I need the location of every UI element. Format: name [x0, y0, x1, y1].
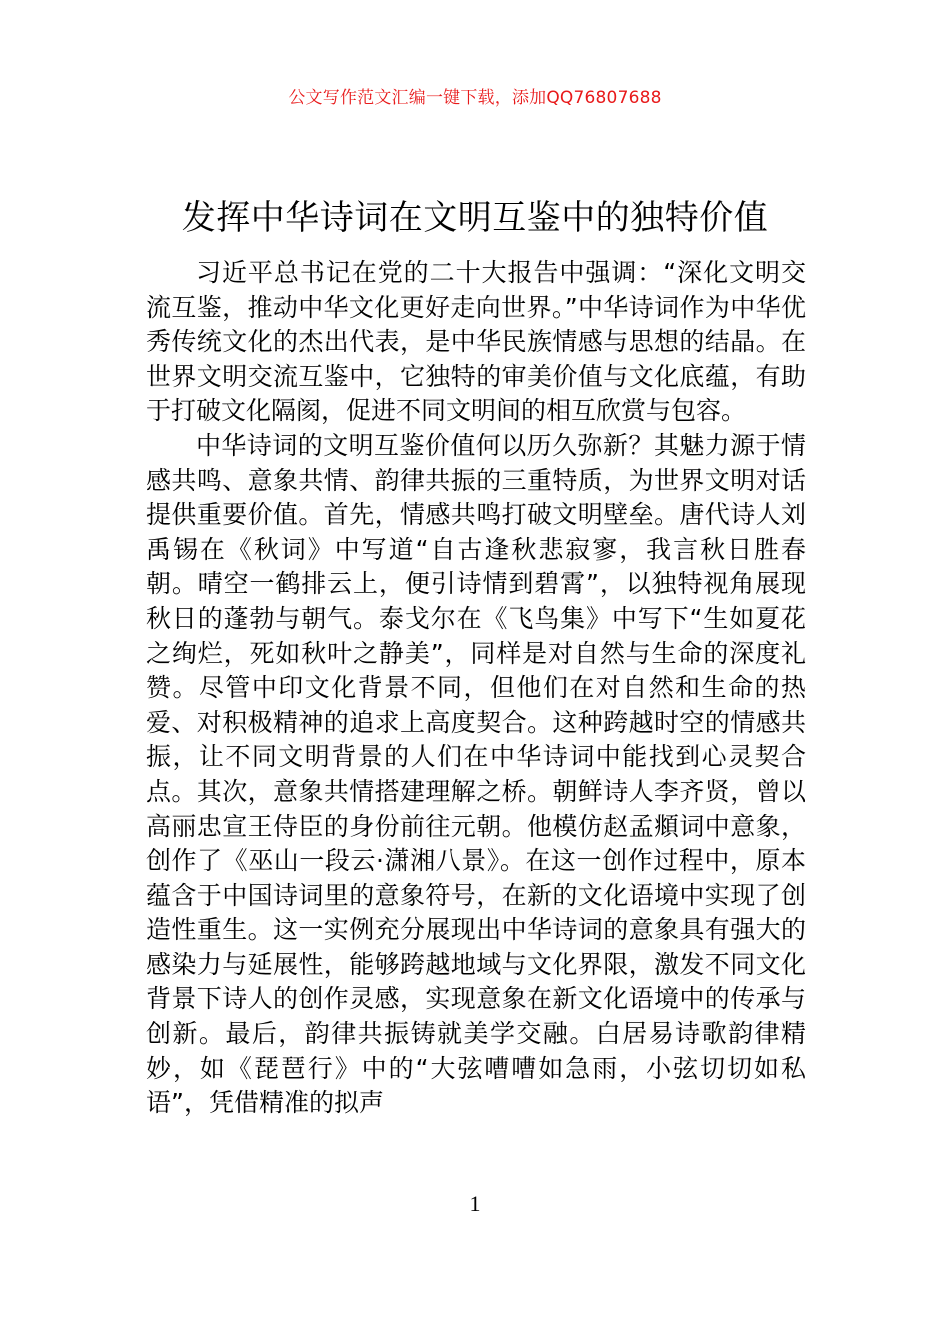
document-title: 发挥中华诗词在文明互鉴中的独特价值 [181, 197, 769, 238]
paragraph-2: 中华诗词的文明互鉴价值何以历久弥新？其魅力源于情感共鸣、意象共情、韵律共振的三重特质，为世界文明对话提供重要价值。首先，情感共鸣打破文明壁垒。唐代诗人刘禹锡在《秋词》中写道“自古逢秋悲寂寥，我言秋日胜春朝。晴空一鹤排云上，便引诗情到碧霄”，以独特视角展现秋日的蓬勃与朝气。泰戈尔在《飞鸟集》中写下“生如夏花之绚烂，死如秋叶之静美”，同样是对自然与生命的深度礼赞。尽管中印文化背景不同，但他们在对自然和生命的热爱、对积极精神的追求上高度契合。这种跨越时空的情感共振，让不同文明背景的人们在中华诗词中能找到心灵契合点。其次，意象共情搭建理解之桥。朝鲜诗人李齐贤，曾以高丽忠宣王侍臣的身份前往元朝。他模仿赵孟頫词中意象，创作了《巫山一段云·潇湘八景》。在这一创作过程中，原本蕴含于中国诗词里的意象符号，在新的文化语境中实现了创造性重生。这一实例充分展现出中华诗词的意象具有强大的感染力与延展性，能够跨越地域与文化界限，激发不同文化背景下诗人的创作灵感，实现意象在新文化语境中的传承与创新。最后，韵律共振铸就美学交融。白居易诗歌韵律精妙，如《琵琶行》中的“大弦嘈嘈如急雨，小弦切切如私语”，凭借精准的拟声 [146, 430, 806, 1118]
page-number: 1 [469, 1191, 481, 1216]
document-body [146, 256, 806, 1121]
header-note: 公文写作范文汇编一键下载，添加QQ76807688 [288, 88, 662, 108]
paragraph-1: 习近平总书记在党的二十大报告中强调：“深化文明交流互鉴，推动中华文化更好走向世界。”中华诗词作为中华优秀传统文化的杰出代表，是中华民族情感与思想的结晶。在世界文明交流互鉴中，它独特的审美价值与文化底蕴，有助于打破文化隔阂，促进不同文明间的相互欣赏与包容。 [146, 258, 806, 426]
